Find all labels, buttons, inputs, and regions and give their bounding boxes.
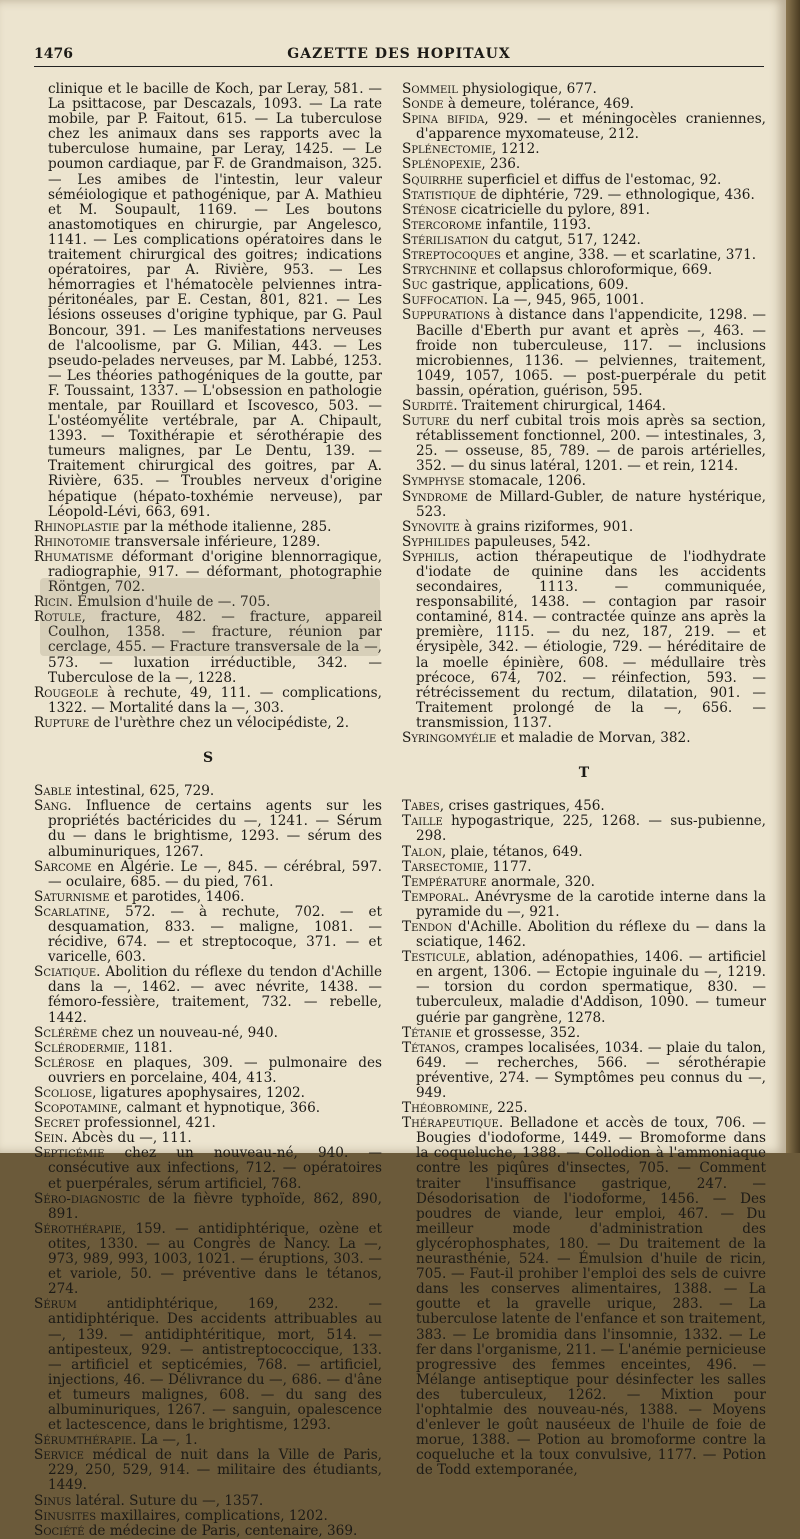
entry-term: Taille — [402, 813, 443, 830]
entry-text: 225. — [497, 1100, 528, 1117]
entry-text: ablation, adénopathies, 1406. — artificiel en argent, 1306. — Ectopie inguinale du —, 1219. — torsion du cordon spermatique, 830. — tuberculeux, maladie d'Addison, 1090. — tumeur guérie par gangrène, 1278. — [416, 949, 766, 1026]
entries-r-list — [34, 520, 382, 731]
index-entry — [402, 490, 766, 520]
index-entry — [402, 157, 766, 172]
entry-term: Suc — [402, 277, 428, 294]
entry-term: Testicule, — [402, 949, 471, 966]
entry-term: Splénopexie, — [402, 156, 486, 173]
entry-text: chez un nouveau-né, 940. — [101, 1024, 278, 1041]
entry-text: crampes localisées, 1034. — plaie du talon, 649. — recherches, 566. — sérothérapie préventive, 274. — Symptômes peu connus du —, 949. — [416, 1039, 766, 1101]
entry-text: de Millard-Gubler, de nature hystérique, 523. — [416, 488, 766, 520]
entry-term: Scarlatine, — [34, 903, 111, 920]
entries-s2-list — [402, 82, 766, 746]
index-entry — [402, 399, 766, 414]
continuation-entry — [34, 82, 382, 520]
index-entry — [402, 218, 766, 233]
entry-text: à rechute, 49, 111. — complications, 1322. — Mortalité dans la —, 303. — [48, 684, 382, 716]
entry-term: Sclérose — [34, 1054, 95, 1071]
index-entry — [34, 520, 382, 535]
index-entry — [402, 520, 766, 535]
entry-text: stomacale, 1206. — [468, 473, 586, 490]
entry-text: médical de nuit dans la Ville de Paris, 229, 250, 529, 914. — militaire des étudiants, 1449. — [48, 1447, 382, 1494]
index-entry — [34, 610, 382, 685]
entry-term: Sérum — [34, 1296, 77, 1313]
entry-text: à grains riziformes, 901. — [464, 518, 634, 535]
index-entry — [34, 1056, 382, 1086]
entry-text: et angine, 338. — et scarlatine, 371. — [505, 247, 757, 264]
index-entry — [402, 278, 766, 293]
running-title: GAZETTE DES HOPITAUX — [287, 46, 511, 62]
index-entry — [402, 1041, 766, 1101]
index-entry — [402, 112, 766, 142]
entry-term: Rhinotomie — [34, 533, 111, 550]
entry-term: Secret — [34, 1115, 80, 1132]
entry-text: ligatures apophysaires, 1202. — [100, 1085, 305, 1101]
entry-text: infantile, 1193. — [486, 216, 592, 233]
entry-text: maxillaires, complications, 1202. — [100, 1507, 328, 1524]
index-entry — [402, 1026, 766, 1041]
entry-text: hypogastrique, 225, 1268. — sus-pubienne, 298. — [416, 813, 766, 845]
index-entry — [34, 890, 382, 905]
index-entry — [402, 860, 766, 875]
index-entry — [402, 845, 766, 860]
entry-text: par la méthode italienne, 285. — [123, 518, 332, 535]
entry-text: gastrique, applications, 609. — [431, 277, 629, 294]
index-entry — [402, 535, 766, 550]
entry-term: Sonde — [402, 96, 444, 113]
entry-term: Talon, — [402, 843, 447, 860]
entry-text: et parotides, 1406. — [114, 888, 245, 905]
entry-term: Suppurations — [402, 307, 491, 324]
index-entry — [34, 1026, 382, 1041]
section-letter-s: S — [202, 750, 214, 767]
index-entry — [34, 1086, 382, 1101]
index-entry — [34, 1297, 382, 1433]
entry-term: Sérothérapie, — [34, 1220, 127, 1237]
entry-term: Scopotamine, — [34, 1100, 122, 1117]
entry-term: Sclérodermie, — [34, 1039, 130, 1056]
entry-term: Ricin. — [34, 594, 73, 611]
entry-text: en plaques, 309. — pulmonaire des ouvriers en porcelaine, 404, 413. — [48, 1054, 382, 1086]
index-entry — [402, 875, 766, 890]
entry-term: Tétanie — [402, 1024, 452, 1041]
entry-text: de l'urèthre chez un vélocipédiste, 2. — [93, 714, 350, 731]
entry-term: Rhumatisme — [34, 548, 114, 565]
entry-term: Sérumthérapie. — [34, 1432, 137, 1449]
entry-text: crises gastriques, 456. — [448, 798, 605, 815]
entry-term: Scoliose, — [34, 1085, 97, 1101]
entry-text: et collapsus chloroformique, 669. — [481, 262, 713, 279]
entry-term: Sommeil — [402, 81, 458, 97]
entry-text: 159. — antidiphtérique, ozène et otites, 1330. — au Congrès de Nancy. La —, 973, 989, 993, 1003, 1021. — éruptions, 303. — et variole, 50. — préventive dans le tétanos, 274. — [48, 1220, 382, 1298]
entry-text: 1181. — [133, 1039, 173, 1056]
entry-term: Syphilides — [402, 533, 471, 550]
entry-term: Sciatique. — [34, 964, 101, 981]
right-column — [402, 82, 766, 1478]
entry-text: intestinal, 625, 729. — [76, 783, 215, 800]
entry-text: 572. — à rechute, 702. — et desquamation, 833. — maligne, 1081. — récidive, 674. — et streptocoque, 371. — et varicelle, 603. — [48, 903, 382, 966]
entry-term: Sang. — [34, 798, 72, 815]
index-entry — [34, 1509, 382, 1524]
index-entry — [34, 1222, 382, 1297]
entry-term: Syringomyélie — [402, 730, 497, 747]
index-entry — [402, 203, 766, 218]
index-entry — [34, 784, 382, 799]
entry-text: latéral. Suture du —, 1357. — [75, 1492, 264, 1509]
entry-text: déformant d'origine blennorragique, radiographie, 917. — déformant, photographie Röntgen, 702. — [48, 548, 382, 596]
index-entry — [34, 1192, 382, 1222]
entry-term: Température — [402, 873, 487, 890]
entry-text: du catgut, 517, 1242. — [492, 231, 641, 248]
index-entry — [34, 1101, 382, 1116]
entry-term: Splénectomie, — [402, 141, 497, 158]
entry-text: 929. — et méningocèles craniennes, d'apparence myxomateuse, 212. — [416, 111, 766, 143]
section-letter-t: T — [578, 765, 590, 782]
entry-text: Abolition du réflexe du tendon d'Achille dans la —, 1462. — avec névrite, 1438. — fémoro-fessière, traitement, 732. — rebelle, 1442. — [48, 964, 382, 1026]
entry-term: Rotule, — [34, 609, 86, 626]
entry-text: en Algérie. Le —, 845. — cérébral, 597. — oculaire, 685. — du pied, 761. — [48, 858, 382, 890]
entries-t-list — [402, 799, 766, 1478]
entry-text: 1177. — [492, 858, 532, 875]
index-entry — [402, 950, 766, 1025]
index-entry — [34, 1448, 382, 1493]
entries-s-list — [34, 784, 382, 1539]
entry-term: Tendon — [402, 918, 453, 935]
entry-text: professionnel, 421. — [84, 1115, 216, 1132]
entry-term: Septicémie — [34, 1145, 105, 1162]
index-entry — [402, 731, 766, 746]
index-entry — [402, 142, 766, 157]
entry-term: Sclérème — [34, 1024, 98, 1041]
index-entry — [402, 1116, 766, 1478]
index-entry — [402, 414, 766, 474]
entry-text: calmant et hypnotique, 366. — [126, 1100, 321, 1117]
entry-text: La —, 945, 965, 1001. — [492, 292, 645, 309]
entry-term: Sable — [34, 783, 72, 800]
index-entry — [402, 550, 766, 731]
index-entry — [34, 1116, 382, 1131]
entry-text: fracture, 482. — fracture, appareil Coulhon, 1358. — fracture, réunion par cerclage, 455. — Fracture transversale de la —, 573. — luxation irréductible, 342. — Tuberculose de la —, 1228. — [48, 609, 382, 686]
index-entry — [34, 1146, 382, 1191]
entry-text: et maladie de Morvan, 382. — [500, 730, 691, 747]
entry-text: chez un nouveau-né, 940. — consécutive aux infections, 712. — opératoires et puerpérales, sérum artificiel, 768. — [48, 1145, 382, 1192]
index-entry — [34, 1494, 382, 1509]
entry-text: de diphtérie, 729. — ethnologique, 436. — [480, 186, 755, 203]
entry-term: Rougeole — [34, 684, 99, 701]
entry-text: transversale inférieure, 1289. — [114, 533, 321, 550]
entry-term: Tarsectomie, — [402, 858, 489, 875]
index-entry — [34, 595, 382, 610]
index-entry — [34, 1131, 382, 1146]
index-entry — [402, 799, 766, 814]
index-entry — [402, 248, 766, 263]
index-entry — [402, 814, 766, 844]
index-entry — [34, 905, 382, 965]
entry-term: Stérilisation — [402, 231, 489, 248]
entry-term: Théobromine, — [402, 1100, 493, 1117]
index-entry — [34, 965, 382, 1025]
entry-term: Tétanos, — [402, 1039, 460, 1056]
index-entry — [402, 920, 766, 950]
index-entry — [402, 308, 766, 399]
entry-term: Service — [34, 1447, 84, 1464]
entry-text: d'Achille. Abolition du réflexe du — dans la sciatique, 1462. — [416, 918, 766, 951]
entry-text: cicatricielle du pylore, 891. — [460, 201, 650, 218]
entry-text: Traitement chirurgical, 1464. — [461, 397, 666, 414]
index-entry — [34, 716, 382, 731]
index-entry — [34, 1524, 382, 1539]
entry-text: anormale, 320. — [491, 873, 595, 890]
index-entry — [402, 263, 766, 278]
left-column — [34, 82, 382, 1539]
entry-term: Statistique — [402, 186, 477, 203]
entry-text: clinique et le bacille de Koch, par Leray, 581. — La psittacose, par Descazals, 1093. — La rate mobile, par P. Faitout, 615. — La tuberculose chez les animaux dans ses rapports avec la tuberculose humaine, par Leray, 1425. — Le poumon cardiaque, par F. de Grandmaison, 325. — Les amibes de l'intestin, leur valeur séméiologique et pathogénique, par A. Mathieu et M. Soupault, 1169. — Les boutons anastomotiques en chirurgie, par Angelesco, 1141. — Les complications opératoires dans le traitement chirurgical des goitres; indications opératoires, par A. Rivière, 953. — Les hémorragies et l'hématocèle pelviennes intra-péritonéales, par E. Cestan, 801, 821. — Les lésions osseuses d'origine typhique, par G. Paul Boncour, 391. — Les manifestations nerveuses de l'alcoolisme, par G. Milian, 443. — Les pseudo-pelades nerveuses, par M. Labbé, 1253. — Les théories pathogéniques de la goutte, par F. Toussaint, 1337. — L'obsession en pathologie mentale, par Rouillard et Iscovesco, 503. — L'ostéomyélite vertébrale, par A. Chipault, 1393. — Toxithérapie et sérothérapie des tumeurs malignes, par Le Dentu, 139. — Traitement chirurgical des goitres, par A. Rivière, 635. — Troubles nerveux d'origine hépatique (hépato-toxhémie nerveuse), par Léopold-Lévi, 663, 691. — [48, 81, 382, 520]
entry-text: physiologique, 677. — [462, 81, 597, 97]
entry-text: 1212. — [500, 141, 540, 158]
index-entry — [402, 188, 766, 203]
entry-term: Synovite — [402, 518, 460, 535]
index-entry — [34, 686, 382, 716]
index-entry — [402, 474, 766, 489]
entry-text: à demeure, tolérance, 469. — [447, 96, 634, 113]
entry-text: papuleuses, 542. — [474, 533, 591, 550]
index-entry — [34, 860, 382, 890]
index-entry — [402, 97, 766, 112]
entry-text: superficiel et diffus de l'estomac, 92. — [467, 171, 722, 188]
entry-term: Sein. — [34, 1130, 68, 1147]
entry-term: Société — [34, 1522, 85, 1539]
entry-term: Tabes, — [402, 798, 445, 815]
entry-term: Rhinoplastie — [34, 518, 120, 535]
index-entry — [402, 82, 766, 97]
entry-term: Strychnine — [402, 262, 477, 279]
entry-text: plaie, tétanos, 649. — [450, 843, 583, 860]
page-number: 1476 — [34, 46, 73, 62]
entry-term: Streptocoques — [402, 247, 502, 264]
entry-term: Syphilis, — [402, 548, 460, 565]
entry-term: Saturnisme — [34, 888, 110, 905]
page-edge — [786, 0, 800, 1153]
entry-term: Sinus — [34, 1492, 72, 1509]
entry-term: Spina bifida, — [402, 111, 489, 128]
index-entry — [402, 173, 766, 188]
entry-term: Suture — [402, 413, 450, 430]
entry-term: Séro-diagnostic — [34, 1190, 141, 1207]
entry-text: 236. — [489, 156, 521, 173]
index-entry — [34, 550, 382, 595]
entry-text: antidiphtérique, 169, 232. — antidiphtérique. Des accidents attribuables au —, 139. — antidiphtéritique, mort, 514. — antipesteux, 929. — antistreptococcique, 133. — artificiel et septicémies, 768. — artificiel, injections, 46. — Délivrance du —, 686. — d'âne et tumeurs malignes, 608. — du sang des albuminuriques, 1267. — sanguin, opalescence et lactescence, dans le brightisme, 1293. — [48, 1296, 382, 1434]
entry-term: Sténose — [402, 201, 457, 218]
entry-text: Anévrysme de la carotide interne dans la pyramide du —, 921. — [416, 888, 766, 920]
entry-term: Symphyse — [402, 473, 465, 490]
entry-text: action thérapeutique de l'iodhydrate d'iodate de quinine dans les accidents secondaires, 1113. — communiquée, responsabilité, 1438. — contagion par rasoir contaminé, 814. — contractée quinze ans après la première, 1115. — du nez, 187, 219. — et érysipèle, 342. — étiologie, 729. — héréditaire de la moelle épinière, 608. — médullaire très précoce, 674, 702. — réinfection, 593. — rétrécissement du rectum, dilatation, 901. — Traitement prolongé de la —, 656. — transmission, 1137. — [416, 548, 767, 731]
entry-term: Syndrome — [402, 488, 468, 505]
index-entry — [34, 535, 382, 550]
entry-text: de médecine de Paris, centenaire, 369. — [88, 1522, 358, 1539]
index-entry — [34, 799, 382, 859]
index-entry — [402, 233, 766, 248]
entry-text: Belladone et accès de toux, 706. — Bougies d'iodoforme, 1449. — Bromoforme dans la coqueluche, 1388. — Collodion à l'ammoniaque contre les piqûres d'insectes, 705. — Comment traiter l'insuffisance gastrique, 247. — Désodorisation de l'iodoforme, 1456. — Des poudres de viande, leur emploi, 467. — Du meilleur mode d'administration des glycérophosphates, 180. — Du traitement de la neurasthénie, 524. — Émulsion d'huile de ricin, 705. — Faut-il prohiber l'emploi des sels de cuivre dans les conserves alimentaires, 1388. — La goutte et la gravelle urique, 283. — La tuberculose latente de l'enfance et son traitement, 383. — Le bromidia dans l'insomnie, 1332. — Le fer dans l'organisme, 211. — L'anémie pernicieuse progressive des femmes enceintes, 496. — Mélange antiseptique pour désinfecter les salles des tuberculeux, 1262. — Mixtion pour l'ophtalmie des nouveau-nés, 1388. — Moyens d'enlever le goût nauséeux de l'huile de foie de morue, 1388. — Potion au bromoforme contre la coqueluche et la toux convulsive, 1177. — Potion de Todd extemporanée, — [416, 1115, 766, 1479]
entry-term: Sarcome — [34, 858, 92, 875]
entry-term: Suffocation. — [402, 292, 489, 309]
entry-text: du nerf cubital trois mois après sa section, rétablissement fonctionnel, 200. — intestinales, 3, 25. — osseuse, 85, 789. — de parois artérielles, 352. — du sinus latéral, 1201. — et rein, 1214. — [416, 413, 766, 475]
index-entry — [402, 1101, 766, 1116]
entry-term: Rupture — [34, 714, 90, 731]
index-entry — [34, 1433, 382, 1448]
index-entry — [34, 1041, 382, 1056]
index-entry — [402, 293, 766, 308]
entry-text: Émulsion d'huile de —. 705. — [77, 594, 271, 611]
entry-term: Temporal. — [402, 888, 470, 905]
page-header — [34, 44, 764, 67]
entry-term: Sinusites — [34, 1507, 97, 1524]
entry-term: Stercorome — [402, 216, 482, 233]
entry-text: et grossesse, 352. — [456, 1024, 581, 1041]
entry-text: Abcès du —, 111. — [71, 1130, 192, 1147]
entry-text: La —, 1. — [140, 1432, 198, 1449]
entry-text: Influence de certains agents sur les propriétés bactéricides du —, 1241. — Sérum du — dans le brightisme, 1293. — sérum des albuminuriques, 1267. — [48, 798, 383, 860]
entry-text: de la fièvre typhoïde, 862, 890, 891. — [48, 1190, 382, 1222]
entry-text: à distance dans l'appendicite, 1298. — Bacille d'Eberth pur avant et après —, 463. — froide non tuberculeuse, 117. — inclusions microbiennes, 1136. — pelviennes, traitement, 1049, 1057, 1065. — post-puerpérale du petit bassin, opération, guérison, 595. — [416, 307, 766, 399]
entry-term: Squirrhe — [402, 171, 463, 188]
entry-term: Thérapeutique. — [402, 1115, 504, 1132]
entry-term: Surdité. — [402, 397, 458, 414]
index-entry — [402, 890, 766, 920]
